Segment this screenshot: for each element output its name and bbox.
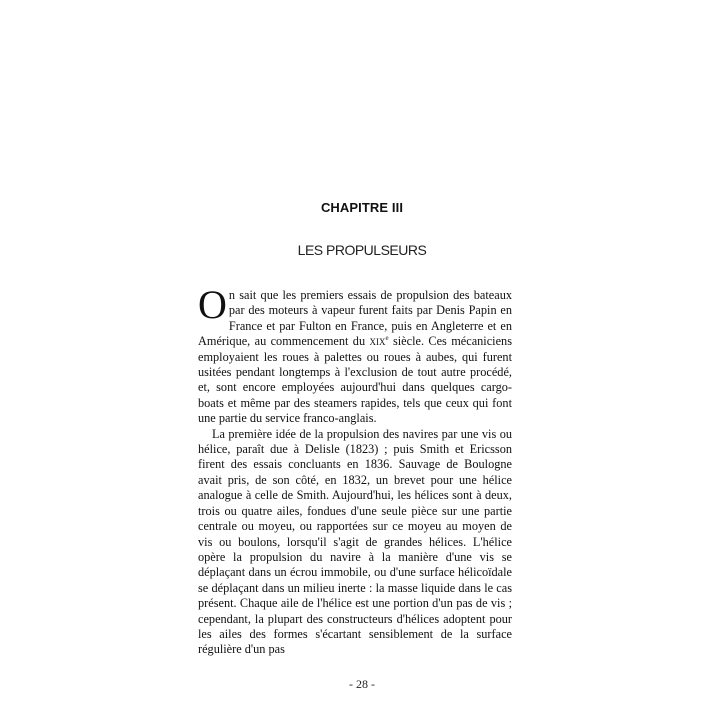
page-number: - 28 - [349, 677, 375, 691]
paragraph-2: La première idée de la propulsion des navires par une vis ou hélice, paraît due à Delisle (1823) ; puis Smith et Ericsson firent des essais concluants en 1836. Sauvage de Boulogne avait pris, de son côté, en 1832, un brevet pour une hélice analogue à celle de Smith. Aujourd'hui, les hélices sont à deux, trois ou quatre ailes, fondues d'une seule pièce sur une partie centrale ou moyeu, ou rapportées sur ce moyeu au moyen de vis ou boulons, lorsqu'il s'agit de grandes hélices. L'hélice opère la propulsion du navire à la manière d'une vis se déplaçant dans un écrou immobile, ou d'une surface hélicoïdale se déplaçant dans un milieu inerte : la masse liquide dans le cas présent. Chaque aile de l'hélice est une portion d'un pas de vis ; cependant, la plupart des constructeurs d'hélices adoptent pour les ailes des formes s'écartant sensiblement de la surface régulière d'un pas [198, 426, 512, 657]
paragraph-1 [198, 282, 512, 427]
century-superscript: e [385, 334, 389, 343]
chapter-heading: CHAPITRE III [320, 200, 404, 215]
century-numeral: xix [369, 334, 386, 349]
chapter-body [198, 282, 512, 658]
drop-cap: O [198, 282, 227, 327]
chapter-title: LES PROPULSEURS [297, 242, 427, 258]
paragraph-1-text-b: siècle. Ces mécaniciens employaient les roues à palettes ou roues à aubes, qui furent usitées pendant longtemps à l'exclusion de tout autre procédé, et, sont encore employées aujourd'hui dans quelques cargo-boats et même par des steamers rapides, tels que ceux qui font une partie du service franco-anglais. [198, 334, 512, 426]
paragraph-1-text-a: n sait que les premiers essais de propulsion des bateaux par des moteurs à vapeur furent faits par Denis Papin en France et par Fulton en France, puis en Angleterre et en Amérique, au commencement du [198, 288, 512, 349]
